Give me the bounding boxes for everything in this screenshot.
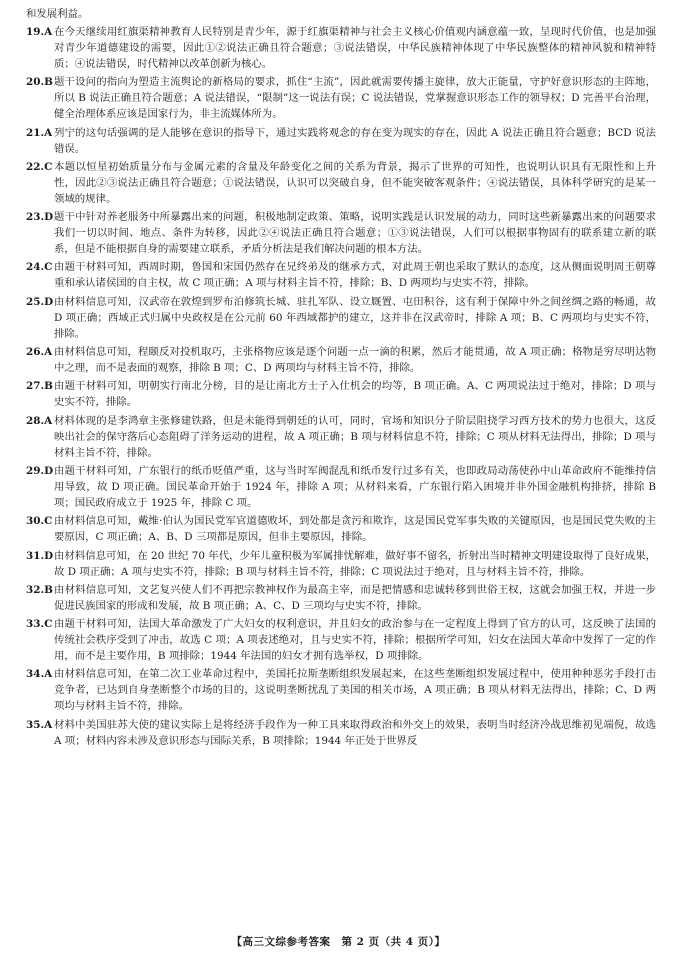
answer-number: 33.C	[26, 618, 53, 631]
answer-number: 27.B	[26, 380, 53, 393]
answer-number: 28.A	[26, 414, 53, 427]
answer-item	[26, 259, 656, 291]
answer-explanation: 题干设问的指向为塑造主流舆论的新格局的要求，抓住“主流”，因此就需要传播主旋律，放大正能量，守护好意识形态的主阵地，所以 B 说法正确且符合题意；A 说法错误，“限制”这一说法有误；C 说法错误，党掌握意识形态工作的领导权；D 完善平台治理，健全治理体系应该是国家行为，非主流媒体所为。	[54, 76, 656, 121]
answer-item	[26, 666, 656, 714]
answer-explanation: 由材料信息可知，在 20 世纪 70 年代，少年儿童积极为军属排忧解难，做好事不留名，折射出当时精神文明建设取得了良好成果，故 D 项正确；A 项与史实不符，排除；B 项与材料主旨不符，排除；C 项说法过于绝对，且与材料主旨不符，排除。	[54, 549, 656, 578]
answer-explanation: 由题干材料可知，广东银行的纸币贬值严重，这与当时军阀混乱和纸币发行过多有关，也即政局动荡使孙中山革命政府不能维持信用导致，故 D 项正确。国民革命开始于 1924 年，排除 A 项；从材料来看，广东银行陷入困境并非外国金融机构排挤，排除 B 项；国民政府成立于 1925 年，排除 C 项。	[54, 464, 656, 509]
page-footer: 【高三文综参考答案 第 2 页（共 4 页）】	[231, 936, 446, 948]
answer-explanation: 由材料信息可知，文艺复兴使人们不再把宗教神权作为最高主宰，而是把情感和忠诚转移到世俗王权，这就会加强王权，并进一步促进民族国家的形成和发展，故 B 项正确；A、C、D 三项均与史实不符，排除。	[54, 583, 656, 612]
answer-item	[26, 24, 656, 72]
answer-item	[26, 159, 656, 207]
answer-item	[26, 548, 656, 580]
answer-item	[26, 378, 656, 410]
answer-number: 22.C	[26, 160, 53, 173]
answer-explanation: 材料体现的是李鸿章主张修建铁路，但是未能得到朝廷的认可，同时，官场和知识分子阶层阻挠学习西方技术的势力也很大，这反映出社会的保守落后心态阻碍了洋务运动的进程，故 A 项正确；B 项与材料信息不符，排除；C 项从材料无法得出，排除；D 项与材料主旨不符，排除。	[54, 414, 656, 459]
answer-item	[26, 413, 656, 461]
answer-item	[26, 582, 656, 614]
answer-number: 20.B	[26, 76, 53, 89]
answer-explanation: 由材料信息可知，汉武帝在敦煌到罗布泊修筑长城、驻扎军队、设立厩置、屯田积谷，这有利于保障中外之间丝绸之路的畅通，故 D 项正确；西域正式归属中央政权是在公元前 60 年西域都护的建立，这并非在汉武帝时，排除 A 项；B、C 两项均与史实不符，排除。	[54, 295, 656, 340]
answer-explanation: 由题干材料可知，明朝实行南北分榜，目的是让南北方士子入仕机会的均等，B 项正确。A、C 两项说法过于绝对，排除；D 项与史实不符，排除。	[54, 380, 656, 409]
answer-number: 35.A	[26, 718, 53, 731]
answer-explanation: 材料中美国驻苏大使的建议实际上是将经济手段作为一种工具来取得政治和外交上的效果，表明当时经济冷战思维初见端倪，故选 A 项；材料内容未涉及意识形态与国际关系，B 项排除；1944 年正处于世界反	[54, 718, 656, 747]
answer-item	[26, 463, 656, 511]
answer-number: 26.A	[26, 346, 53, 359]
answer-number: 34.A	[26, 668, 53, 681]
answer-explanation: 本题以恒星初始质量分布与金属元素的含量及年龄变化之间的关系为背景，揭示了世界的可知性，也说明认识具有无限性和上升性，因此②③说法正确且符合题意；①说法错误，认识可以突破自身，但不能突破客观条件；④说法错误，具体科学研究的是某一领域的规律。	[54, 160, 656, 205]
answer-explanation: 列宁的这句话强调的是人能够在意识的指导下，通过实践将观念的存在变为现实的存在，因此 A 说法正确且符合题意；BCD 说法错误。	[54, 126, 656, 155]
answer-explanation: 由题干材料可知，西周时期，鲁国和宋国仍然存在兄终弟及的继承方式，对此周王朝也采取了默认的态度，这从侧面说明周王朝尊重和承认诸侯国的自主权，故 C 项正确；A 项与材料主旨不符，排除；B、D 两项均与史实不符，排除。	[54, 261, 656, 290]
answer-item	[26, 344, 656, 376]
answer-number: 19.A	[26, 26, 53, 38]
answer-list	[26, 24, 656, 749]
answer-item	[26, 74, 656, 122]
answer-number: 30.C	[26, 515, 53, 528]
answer-item	[26, 294, 656, 342]
answer-item	[26, 717, 656, 749]
continued-text: 和发展利益。	[26, 8, 89, 20]
answer-item	[26, 616, 656, 664]
answer-explanation: 由材料信息可知，程颐反对投机取巧，主张格物应该是逐个问题一点一滴的积累，然后才能贯通，故 A 项正确；格物是穷尽明达物中之理，而不是表面的观察，排除 B 项；C、D 两项均与材料主旨不符，排除。	[54, 346, 656, 375]
answer-explanation: 题干中针对养老服务中所暴露出来的问题，积极地制定政策、策略，说明实践是认识发展的动力，同时这些新暴露出来的问题要求我们一切以时间、地点、条件为转移，因此②④说法正确且符合题意；①③说法错误，人们可以根据事物固有的联系建立新的联系，但是不能根据自身的需要建立联系，矛盾分析法是我们解决问题的根本方法。	[54, 211, 656, 256]
answer-item	[26, 125, 656, 157]
answer-explanation: 由材料信息可知，戴维·伯认为国民党军官道德败坏，到处都是贪污和欺诈，这是国民党军事失败的关键原因，也是国民党失败的主要原因，C 项正确；A、B、D 三项都是原因，但非主要原因，排除。	[54, 515, 656, 544]
answer-content	[26, 6, 656, 751]
answer-number: 32.B	[26, 583, 53, 596]
answer-number: 29.D	[26, 464, 54, 477]
answer-number: 21.A	[26, 126, 53, 139]
answer-number: 25.D	[26, 295, 54, 308]
answer-item	[26, 209, 656, 257]
answer-number: 23.D	[26, 211, 54, 224]
answer-explanation: 在今天继续用红旗渠精神教育人民特别是青少年，源于红旗渠精神与社会主义核心价值观内涵意蕴一致，呈现时代价值，也是加强对青少年道德建设的需要，因此①②说法正确且符合题意；③说法错误，中华民族精神体现了中华民族整体的精神风貌和精神特质；④说法错误，时代精神以改革创新为核心。	[54, 26, 656, 70]
answer-explanation: 由题干材料可知，法国大革命激发了广大妇女的权利意识，并且妇女的政治参与在一定程度上得到了官方的认可，这反映了法国的传统社会秩序受到了冲击，故选 C 项；A 项表述绝对，且与史实不符，排除；根据所学可知，妇女在法国大革命中发挥了一定的作用，而不是主要作用，B 项排除；1944 年法国的妇女才拥有选举权，D 项排除。	[54, 618, 656, 663]
answer-item	[26, 513, 656, 545]
answer-number: 31.D	[26, 549, 54, 562]
answer-number: 24.C	[26, 261, 53, 274]
answer-explanation: 由材料信息可知，在第二次工业革命过程中，美国托拉斯垄断组织发展起来，在这些垄断组织发展过程中，使用种种恶劣手段打击竞争者，已达到自身垄断整个市场的目的，这说明垄断扰乱了美国的相关市场，A 项正确；B 项从材料无法得出，排除；C、D 两项均与材料主旨不符，排除。	[54, 668, 656, 713]
